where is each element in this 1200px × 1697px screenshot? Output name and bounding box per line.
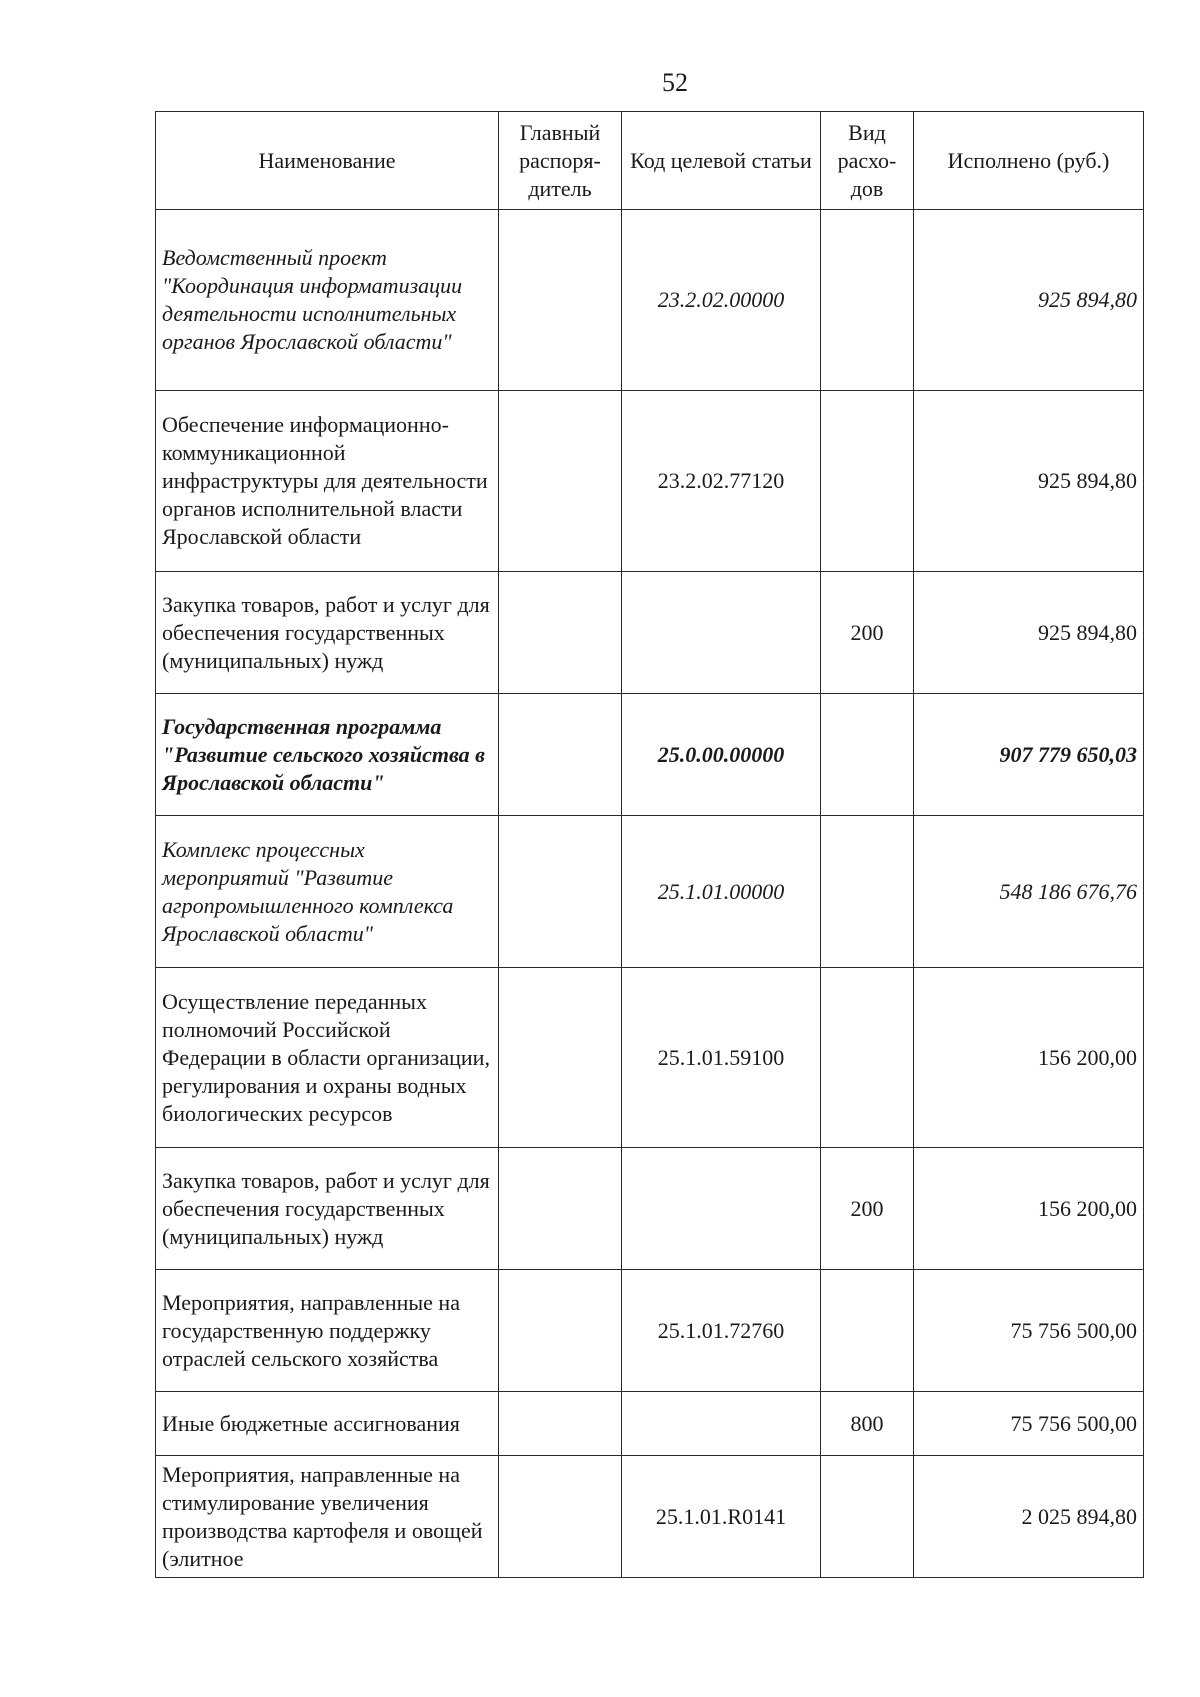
row-amount-cell: 156 200,00 — [914, 968, 1144, 1148]
row-type-cell — [821, 968, 914, 1148]
row-manager-cell — [499, 1456, 622, 1578]
row-name-cell: Комплекс процессных мероприятий "Развитие агропромышленного комплекса Ярославской области" — [156, 816, 499, 968]
row-type-cell — [821, 1456, 914, 1578]
row-code-cell: 25.1.01.72760 — [622, 1270, 821, 1392]
row-code-cell — [622, 1148, 821, 1270]
budget-table — [155, 111, 1144, 1578]
header-manager: Главный распоря-дитель — [499, 112, 622, 210]
row-name-cell: Закупка товаров, работ и услуг для обеспечения государственных (муниципальных) нужд — [156, 572, 499, 694]
row-type-cell — [821, 1270, 914, 1392]
row-amount-cell: 75 756 500,00 — [914, 1392, 1144, 1456]
page-number: 52 — [662, 68, 688, 97]
row-amount-cell: 75 756 500,00 — [914, 1270, 1144, 1392]
row-manager-cell — [499, 1270, 622, 1392]
table-row — [156, 572, 1144, 694]
row-manager-cell — [499, 968, 622, 1148]
row-amount-cell: 2 025 894,80 — [914, 1456, 1144, 1578]
row-name-cell: Государственная программа "Развитие сельского хозяйства в Ярославской области" — [156, 694, 499, 816]
row-name-cell: Закупка товаров, работ и услуг для обеспечения государственных (муниципальных) нужд — [156, 1148, 499, 1270]
row-manager-cell — [499, 391, 622, 572]
row-amount-cell: 925 894,80 — [914, 572, 1144, 694]
row-code-cell — [622, 1392, 821, 1456]
header-type: Вид расхо-дов — [821, 112, 914, 210]
header-name: Наименование — [156, 112, 499, 210]
row-type-cell — [821, 210, 914, 391]
row-type-cell: 800 — [821, 1392, 914, 1456]
row-code-cell: 25.0.00.00000 — [622, 694, 821, 816]
row-type-cell — [821, 694, 914, 816]
row-code-cell: 25.1.01.59100 — [622, 968, 821, 1148]
row-name-cell: Иные бюджетные ассигнования — [156, 1392, 499, 1456]
table-row — [156, 968, 1144, 1148]
row-type-cell — [821, 391, 914, 572]
table-row — [156, 1148, 1144, 1270]
row-manager-cell — [499, 572, 622, 694]
row-type-cell — [821, 816, 914, 968]
table-row — [156, 1270, 1144, 1392]
row-amount-cell: 907 779 650,03 — [914, 694, 1144, 816]
row-type-cell: 200 — [821, 572, 914, 694]
row-name-cell: Мероприятия, направленные на государственную поддержку отраслей сельского хозяйства — [156, 1270, 499, 1392]
row-name-cell: Ведомственный проект "Координация информатизации деятельности исполнительных органов Ярославской области" — [156, 210, 499, 391]
row-code-cell — [622, 572, 821, 694]
header-code: Код целевой статьи — [622, 112, 821, 210]
table-row — [156, 694, 1144, 816]
table-row — [156, 816, 1144, 968]
row-manager-cell — [499, 1392, 622, 1456]
row-type-cell: 200 — [821, 1148, 914, 1270]
row-name-cell: Осуществление переданных полномочий Российской Федерации в области организации, регулирования и охраны водных биологических ресурсов — [156, 968, 499, 1148]
row-code-cell: 23.2.02.00000 — [622, 210, 821, 391]
table-row — [156, 1392, 1144, 1456]
row-manager-cell — [499, 816, 622, 968]
row-name-cell: Мероприятия, направленные на стимулирование увеличения производства картофеля и овощей (элитное — [156, 1456, 499, 1578]
table-row — [156, 391, 1144, 572]
row-code-cell: 23.2.02.77120 — [622, 391, 821, 572]
row-amount-cell: 548 186 676,76 — [914, 816, 1144, 968]
table-row — [156, 210, 1144, 391]
table-header-row — [156, 112, 1144, 210]
table-row — [156, 1456, 1144, 1578]
row-amount-cell: 156 200,00 — [914, 1148, 1144, 1270]
row-code-cell: 25.1.01.R0141 — [622, 1456, 821, 1578]
row-amount-cell: 925 894,80 — [914, 391, 1144, 572]
row-amount-cell: 925 894,80 — [914, 210, 1144, 391]
row-code-cell: 25.1.01.00000 — [622, 816, 821, 968]
row-manager-cell — [499, 1148, 622, 1270]
row-manager-cell — [499, 694, 622, 816]
header-amount: Исполнено (руб.) — [914, 112, 1144, 210]
row-name-cell: Обеспечение информационно-коммуникационной инфраструктуры для деятельности органов исполнительной власти Ярославской области — [156, 391, 499, 572]
row-manager-cell — [499, 210, 622, 391]
